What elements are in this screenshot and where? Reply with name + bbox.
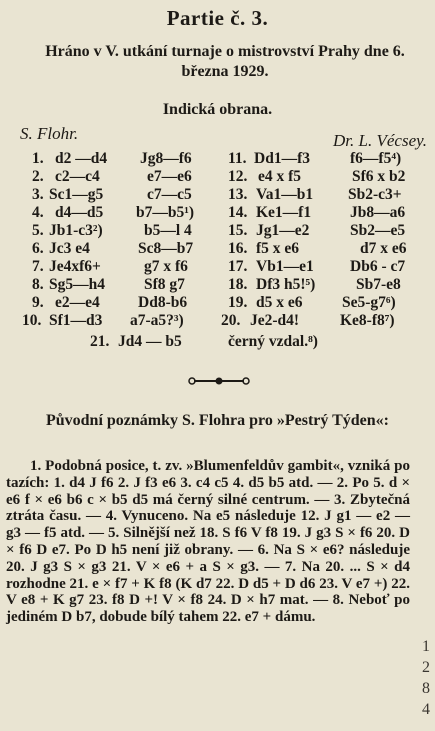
- move-black: e7—e6: [147, 168, 192, 185]
- move-black: Sb2—e5: [350, 222, 406, 239]
- move-number: 7.: [32, 258, 44, 275]
- move-number: 5.: [32, 222, 44, 239]
- move-white: Jd4 — b5: [118, 333, 182, 350]
- move-number: 15.: [228, 222, 248, 239]
- move-black: Sc8—b7: [138, 240, 194, 257]
- opening-name: Indická obrana.: [162, 101, 273, 118]
- move-black: Sf6 x b2: [352, 168, 406, 185]
- move-black: b7—b5¹): [136, 204, 195, 221]
- move-number: 13.: [228, 186, 248, 203]
- move-black: b5—l 4: [144, 222, 192, 239]
- move-white: d4—d5: [55, 204, 104, 221]
- ornament-divider: [188, 376, 250, 386]
- margin-mark: 1: [422, 638, 430, 655]
- move-white: Vb1—e1: [256, 258, 314, 275]
- move-white: Sf1—d3: [49, 312, 103, 329]
- move-white: Va1—b1: [256, 186, 314, 203]
- move-black: Sb2-c3+: [348, 186, 402, 203]
- player-black: Dr. L. Vécsey.: [333, 131, 427, 150]
- move-white: Dd1—f3: [254, 150, 310, 167]
- move-black: Ke8-f8⁷): [340, 312, 395, 329]
- move-number: 16.: [228, 240, 248, 257]
- move-number: 17.: [228, 258, 248, 275]
- move-black: Se5-g7⁶): [342, 294, 396, 311]
- move-number: 4.: [32, 204, 44, 221]
- move-white: e4 x f5: [258, 168, 302, 185]
- move-number: 11.: [228, 150, 247, 167]
- move-number: 14.: [228, 204, 248, 221]
- move-number: 6.: [32, 240, 44, 257]
- move-number: 2.: [32, 168, 44, 185]
- move-black: Db6 - c7: [350, 258, 406, 275]
- margin-mark: 2: [422, 659, 430, 676]
- margin-mark: 4: [422, 701, 430, 718]
- move-white: Jg1—e2: [256, 222, 310, 239]
- margin-marks: [422, 636, 435, 720]
- move-white: Sg5—h4: [49, 276, 105, 293]
- move-number: 18.: [228, 276, 248, 293]
- move-black: Dd8-b6: [138, 294, 188, 311]
- move-white: Jb1-c3²): [49, 222, 103, 239]
- move-black: d7 x e6: [360, 240, 407, 257]
- move-white: e2—e4: [55, 294, 100, 311]
- move-white: Je4xf6+: [49, 258, 101, 275]
- move-number: 21.: [90, 333, 110, 350]
- move-white: f5 x e6: [256, 240, 300, 257]
- move-white: Df3 h5!⁵): [256, 276, 316, 293]
- move-black: a7-a5?³): [130, 312, 184, 329]
- move-black: Sf8 g7: [144, 276, 185, 293]
- player-white: S. Flohr.: [20, 124, 79, 143]
- move-white: d5 x e6: [256, 294, 303, 311]
- game-intro: Hráno v V. utkání turnaje o mistrovství Prahy dne 6. března 1929.: [45, 43, 405, 80]
- move-black: f6—f5⁴): [350, 150, 402, 167]
- move-number: 10.: [22, 312, 42, 329]
- move-number: 3.: [32, 186, 44, 203]
- move-number: 19.: [228, 294, 248, 311]
- move-number: 1.: [32, 150, 44, 167]
- move-number: 12.: [228, 168, 248, 185]
- move-white: c2—c4: [55, 168, 100, 185]
- move-number: 20.: [221, 312, 241, 329]
- move-black: g7 x f6: [144, 258, 188, 275]
- margin-mark: 8: [422, 680, 430, 697]
- moves-table: [0, 150, 435, 365]
- move-black: Jb8—a6: [350, 204, 406, 221]
- move-black: c7—c5: [147, 186, 192, 203]
- move-black: Sb7-e8: [356, 276, 401, 293]
- move-black: Jg8—f6: [140, 150, 192, 167]
- move-number: 9.: [32, 294, 44, 311]
- move-white: Ke1—f1: [256, 204, 312, 221]
- move-white: Jc3 e4: [49, 240, 90, 257]
- notes-text: 1. Podobná posice, t. zv. »Blumenfeldův gambit«, vzniká po tazích: 1. d4 J f6 2. J f3 e6 3. c4 c5 4. d5 b5 atd. — 2. Po 5. d × e6 f × e6 b6 c × b5 d5 má černý silné centrum. — 3. Zbytečná ztráta času. — 4. Vynuceno. Na e5 následuje 12. J g1 — e2 — g3 — f5 atd. — 5. Silnější než 18. S f6 V f8 19. J g3 S × f6 20. D × f6 D e7. Po D h5 není již obrany. — 6. Na S × e6? následuje 20. J g3 S × g3 21. V × e6 + a S × g3. — 7. Na 20. ... S × d4 rozhodne 21. e × f7 + K f8 (K d7 22. D d5 + D d6 23. V e7 +) 22. V e8 + K g7 23. f8 D +! V × f8 24. D × h7 mat. — 8. Neboť po jediném D b7, dobude bílý tahem 22. e7 + dámu.: [6, 458, 410, 626]
- notes-heading: Původní poznámky S. Flohra pro »Pestrý Týden«:: [45, 412, 389, 429]
- move-number: 8.: [32, 276, 44, 293]
- move-white: Je2-d4!: [250, 312, 300, 329]
- game-title: Partie č. 3.: [166, 6, 269, 30]
- move-black: černý vzdal.⁸): [228, 333, 318, 350]
- move-white: Sc1—g5: [49, 186, 104, 203]
- move-white: d2 —d4: [55, 150, 108, 167]
